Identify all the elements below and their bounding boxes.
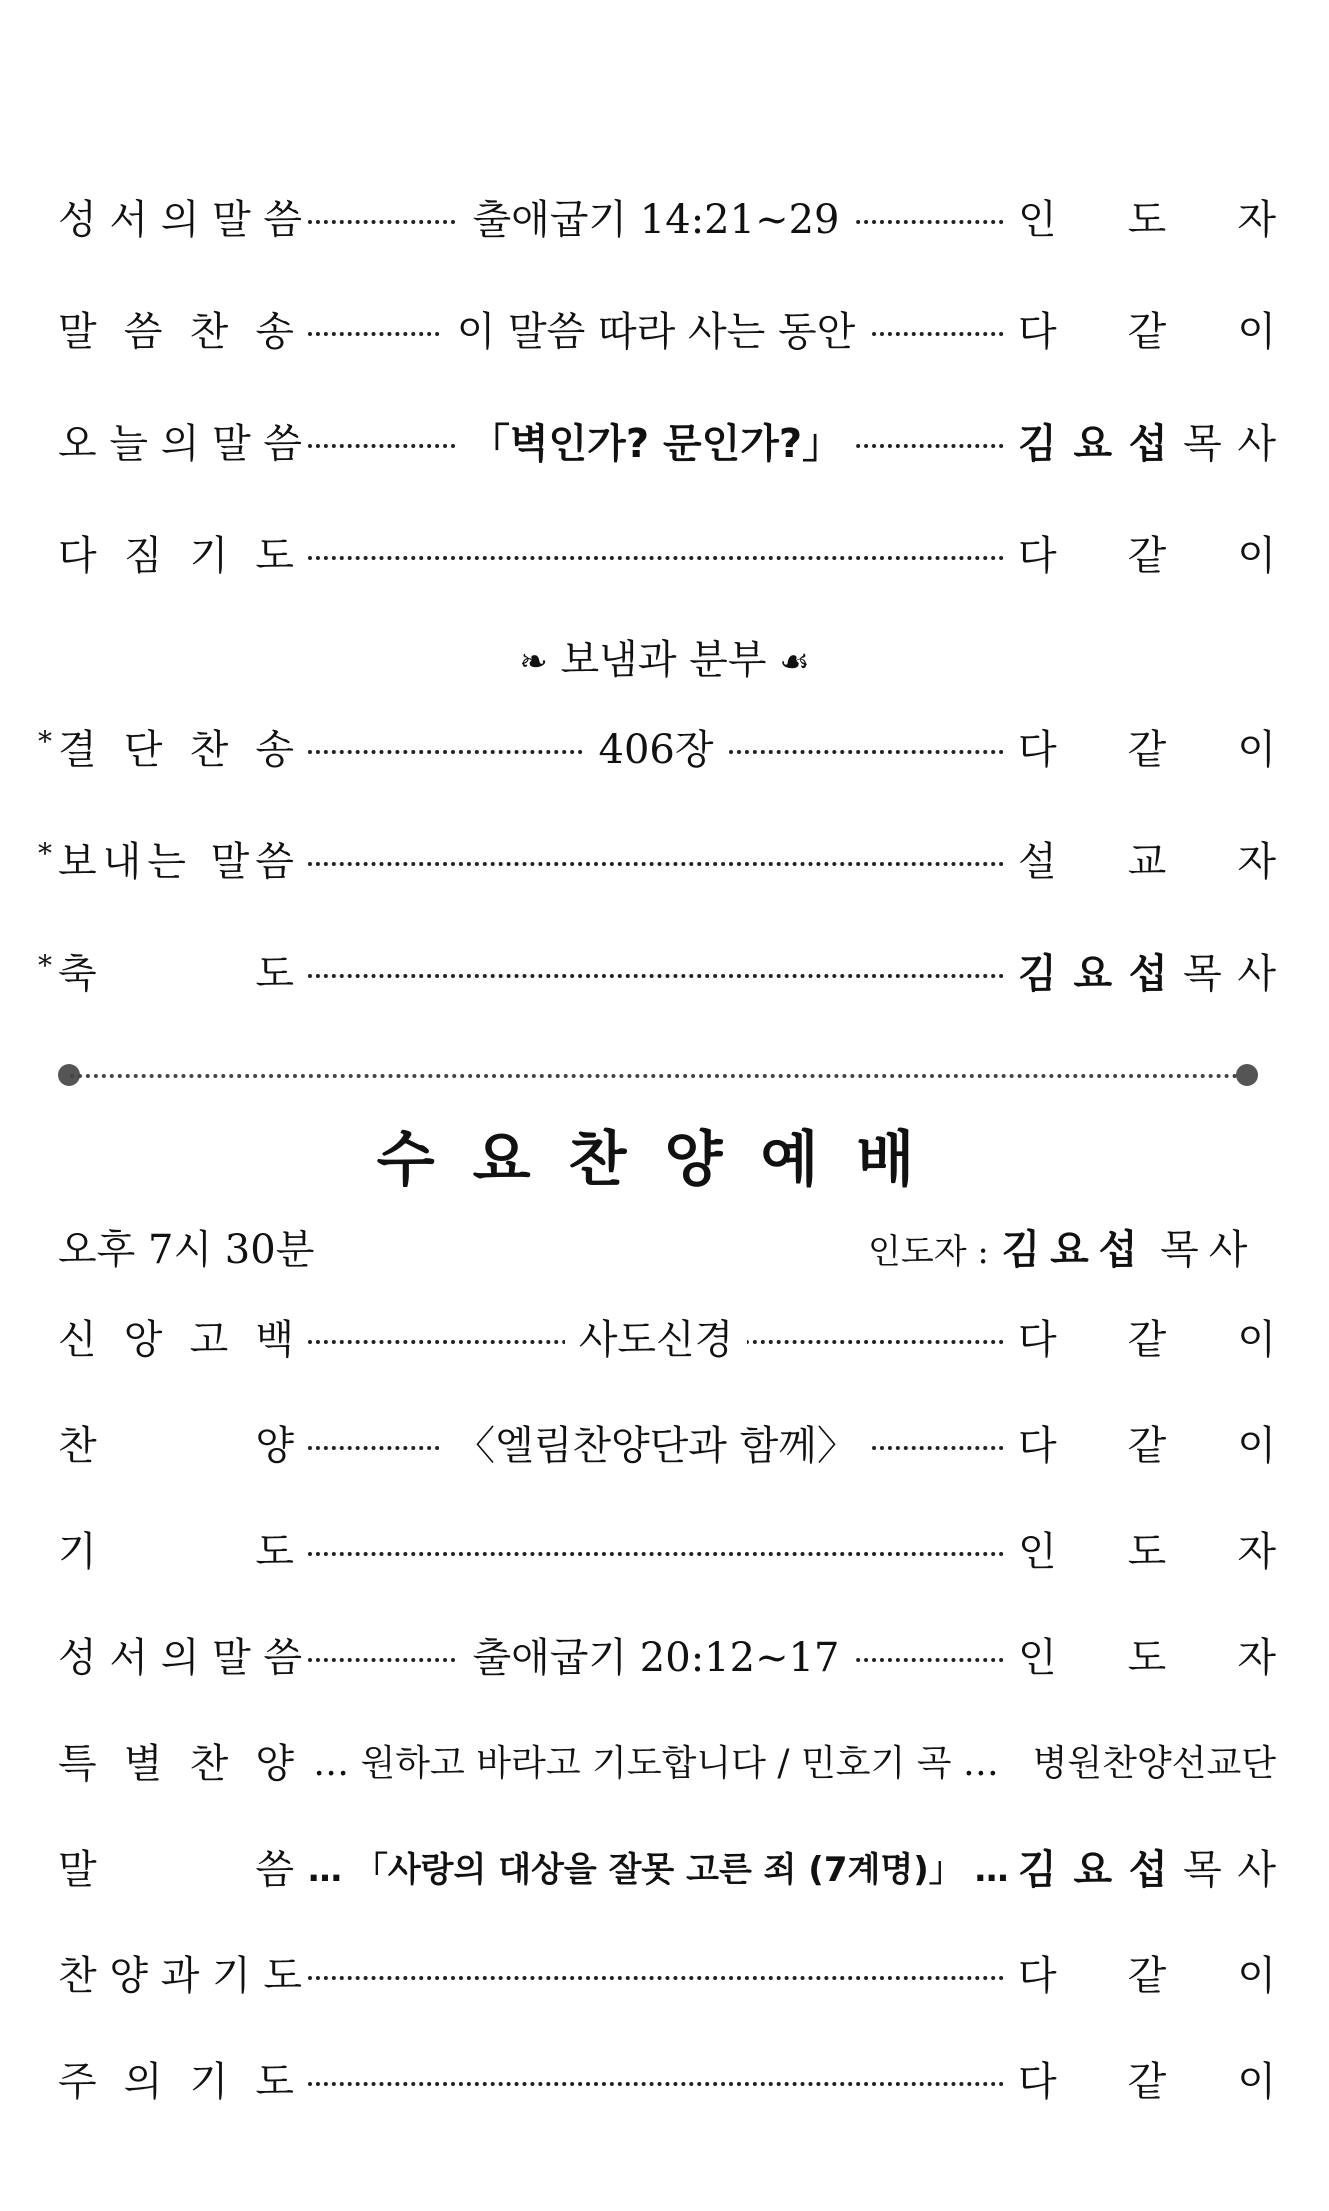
order-row	[0, 710, 1329, 790]
order-row	[0, 1724, 1329, 1804]
row-leader: 다 같 이	[1018, 309, 1276, 355]
row-leader: 김 요 섭 목 사	[1018, 1847, 1276, 1893]
row-content: 406장	[585, 727, 728, 773]
order-row	[0, 1406, 1329, 1486]
ornament-left-icon: ❧	[519, 642, 548, 682]
service-leader	[868, 1210, 1257, 1290]
order-row	[0, 934, 1329, 1014]
row-leader: 설 교 자	[1018, 839, 1276, 885]
leader-name: 김요섭	[1001, 1227, 1148, 1273]
row-label: 말 씀	[58, 1847, 294, 1893]
standing-mark: *	[38, 837, 52, 870]
row-label: 신 앙 고 백	[58, 1317, 294, 1363]
row-leader: 병원찬양선교단	[1032, 1743, 1276, 1784]
leader-title: 목사	[1160, 1227, 1258, 1273]
row-content: 사도신경	[565, 1317, 748, 1363]
pastor-name: 김 요 섭	[1018, 951, 1168, 997]
row-label: 축 도	[58, 951, 294, 997]
order-row	[0, 2042, 1329, 2122]
row-label: 성 서 의 말 씀	[58, 1635, 303, 1681]
row-label: 주 의 기 도	[58, 2059, 294, 2105]
order-row	[0, 180, 1329, 260]
row-leader: 김 요 섭 목 사	[1018, 421, 1276, 467]
row-content: 〈엘림찬양단과 함께〉	[441, 1423, 871, 1469]
row-leader: 다 같 이	[1018, 1317, 1276, 1363]
order-row	[0, 1300, 1329, 1380]
row-content: … 원하고 바라고 기도합니다 / 민호기 곡 …	[313, 1743, 999, 1784]
ornament-right-icon: ☙	[779, 642, 810, 682]
leader-dots	[308, 862, 1004, 866]
order-row	[0, 1936, 1329, 2016]
row-label: 말 씀 찬 송	[58, 309, 294, 355]
order-row	[0, 822, 1329, 902]
sermon-title: … 「사랑의 대상을 잘못 고른 죄 (7계명)」 …	[308, 1850, 1009, 1890]
leader-dots	[308, 556, 1004, 560]
sermon-title: 「벽인가? 문인가?」	[456, 421, 856, 467]
section-divider	[58, 1064, 1258, 1088]
row-label: 보내는 말씀	[58, 839, 300, 885]
order-row	[0, 404, 1329, 484]
row-content: 출애굽기 20:12~17	[459, 1635, 854, 1681]
row-label: 성 서 의 말 씀	[58, 197, 303, 243]
row-label: 찬 양	[58, 1423, 294, 1469]
row-label: 오 늘 의 말 씀	[58, 421, 303, 467]
section-header	[0, 620, 1329, 700]
row-label: 찬 양 과 기 도	[58, 1953, 303, 1999]
row-leader: 인 도 자	[1018, 1635, 1276, 1681]
row-leader: 다 같 이	[1018, 1953, 1276, 1999]
row-label: 특 별 찬 양	[58, 1741, 294, 1787]
order-row	[0, 292, 1329, 372]
row-leader: 인 도 자	[1018, 1529, 1276, 1575]
service-title: 수요찬양예배	[376, 1125, 953, 1195]
order-row	[0, 1830, 1329, 1910]
row-leader: 다 같 이	[1018, 1423, 1276, 1469]
order-row	[0, 1512, 1329, 1592]
row-label: 결 단 찬 송	[58, 727, 294, 773]
pastor-name: 김 요 섭	[1018, 421, 1168, 467]
leader-dots	[308, 2082, 1004, 2086]
row-leader: 다 같 이	[1018, 2059, 1276, 2105]
leader-dots	[308, 1552, 1004, 1556]
section-title: 보냄과 분부	[560, 637, 767, 683]
leader-dots	[308, 1976, 1004, 1980]
row-leader: 김 요 섭 목 사	[1018, 951, 1276, 997]
row-leader: 다 같 이	[1018, 727, 1276, 773]
standing-mark: *	[38, 949, 52, 982]
row-content: 출애굽기 14:21~29	[459, 197, 854, 243]
order-row	[0, 1618, 1329, 1698]
row-leader: 다 같 이	[1018, 533, 1276, 579]
row-leader: 인 도 자	[1018, 197, 1276, 243]
order-row	[0, 516, 1329, 596]
service-time: 오후 7시 30분	[58, 1227, 315, 1273]
pastor-name: 김 요 섭	[1018, 1847, 1168, 1893]
row-content: 이 말씀 따라 사는 동안	[443, 309, 870, 355]
row-label: 다 짐 기 도	[58, 533, 294, 579]
leader-dots	[308, 974, 1004, 978]
row-label: 기 도	[58, 1529, 294, 1575]
leader-label: 인도자 :	[868, 1232, 989, 1272]
standing-mark: *	[38, 725, 52, 758]
